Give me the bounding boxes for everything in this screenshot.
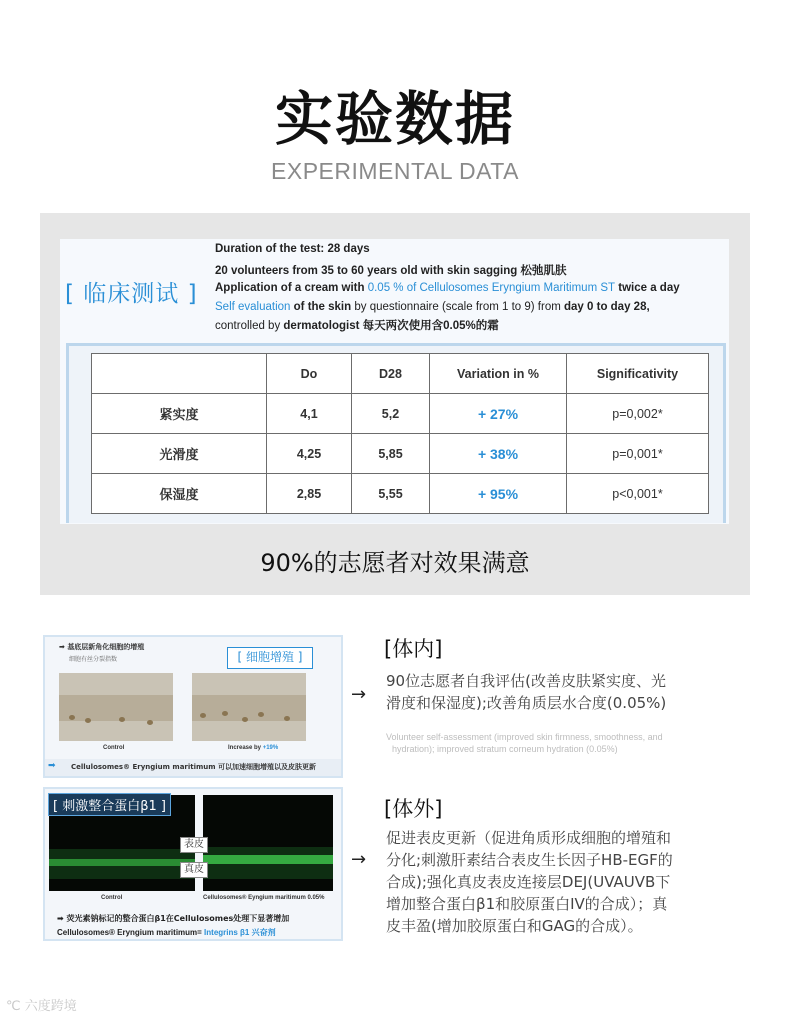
integrin-footer-line2: Cellulosomes® Eryngium maritimum= Integrins β1 兴奋剂	[57, 928, 276, 937]
arrow-right-icon: →	[351, 849, 367, 870]
results-table-frame	[66, 343, 726, 523]
variation-cell: + 95%	[430, 474, 567, 514]
table-cell: 5,85	[352, 434, 430, 474]
row-label: 紧实度	[92, 394, 267, 434]
epidermis-tag: 表皮	[180, 837, 208, 853]
treated-micrograph	[192, 673, 306, 741]
clinical-slide	[60, 239, 729, 524]
mitotic-index-label: 细胞有丝分裂指数	[69, 656, 118, 663]
table-row	[92, 394, 709, 434]
treated-caption: Cellulosomes® Eyngium maritimum 0.05%	[203, 895, 325, 901]
page-subtitle: EXPERIMENTAL DATA	[271, 158, 519, 184]
arrow-right-icon: →	[351, 684, 367, 705]
arrow-icon: ➡	[48, 761, 56, 771]
page-title: 实验数据	[274, 85, 515, 153]
info-control: controlled by dermatologist 每天两次使用含0.05%的霜	[215, 320, 499, 332]
significance-cell: p<0,001*	[567, 474, 709, 514]
satisfaction-text: 90%的志愿者对效果满意	[260, 549, 530, 577]
in-vitro-text: 促进表皮更新（促进角质形成细胞的增殖和 分化;刺激肝素结合表皮生长因子HB-EGF的 合成);强化真皮表皮连接层DEJ(UVAUVB下 增加整合蛋白β1和胶原蛋白IV的合成）；真 皮丰盈(增加胶原蛋白和GAG的合成）。	[386, 829, 673, 935]
info-application: Application of a cream with 0.05 % of Cellulosomes Eryngium Maritimum ST twice a day	[215, 282, 680, 294]
integrin-footer-line1: ➡ 荧光素钠标记的整合蛋白β1在Cellulosomes处理下显著增加	[57, 914, 290, 923]
table-row	[92, 474, 709, 514]
table-header-cell: Variation in %	[430, 354, 567, 394]
cell-proliferation-image	[43, 635, 343, 778]
table-cell: 5,2	[352, 394, 430, 434]
variation-cell: + 27%	[430, 394, 567, 434]
control-caption: Control	[101, 895, 123, 901]
info-evaluation: Self evaluation of the skin by questionnaire (scale from 1 to 9) from day 0 to day 28,	[215, 301, 650, 313]
info-duration: Duration of the test: 28 days	[215, 243, 370, 255]
significance-cell: p=0,001*	[567, 434, 709, 474]
in-vitro-heading: [体外]	[384, 797, 443, 821]
row-label: 保湿度	[92, 474, 267, 514]
table-header-cell	[92, 354, 267, 394]
dermis-tag: 真皮	[180, 862, 208, 878]
cell-proliferation-tag: [ 细胞增殖 ]	[227, 647, 313, 669]
table-cell: 5,55	[352, 474, 430, 514]
table-header-cell: Do	[267, 354, 352, 394]
table-row	[92, 434, 709, 474]
control-micrograph	[59, 673, 173, 741]
significance-cell: p=0,002*	[567, 394, 709, 434]
table-header-cell: D28	[352, 354, 430, 394]
treated-fluorescence	[203, 795, 333, 891]
table-cell: 2,85	[267, 474, 352, 514]
results-table	[91, 353, 709, 514]
proliferation-footer	[45, 759, 341, 776]
in-vivo-english-text: Volunteer self-assessment (improved skin firmness, smoothness, and hydration); improved stratum corneum hydration (0.05%)	[386, 732, 663, 754]
in-vivo-heading: [体内]	[384, 637, 443, 661]
integrin-stimulation-title: [ 刺激整合蛋白β1 ]	[48, 793, 171, 816]
clinical-test-title: [ 临床测试 ]	[65, 281, 198, 307]
integrin-image	[43, 787, 343, 941]
table-header-cell: Significativity	[567, 354, 709, 394]
proliferation-label: ➡ 基底层新角化细胞的增殖	[59, 643, 145, 651]
proliferation-footer-text: Cellulosomes® Eryngium maritimum 可以加速细胞增殖以及皮肤更新	[71, 763, 317, 771]
watermark: ℃ 六度跨境	[6, 999, 77, 1014]
increase-caption: Increase by +19%	[228, 745, 279, 751]
table-header-row	[92, 354, 709, 394]
control-caption: Control	[103, 745, 125, 751]
info-volunteers: 20 volunteers from 35 to 60 years old with skin sagging 松弛肌肤	[215, 265, 567, 277]
table-cell: 4,25	[267, 434, 352, 474]
in-vivo-text: 90位志愿者自我评估(改善皮肤紧实度、光 滑度和保湿度);改善角质层水合度(0.05%)	[386, 672, 667, 712]
variation-cell: + 38%	[430, 434, 567, 474]
row-label: 光滑度	[92, 434, 267, 474]
table-cell: 4,1	[267, 394, 352, 434]
